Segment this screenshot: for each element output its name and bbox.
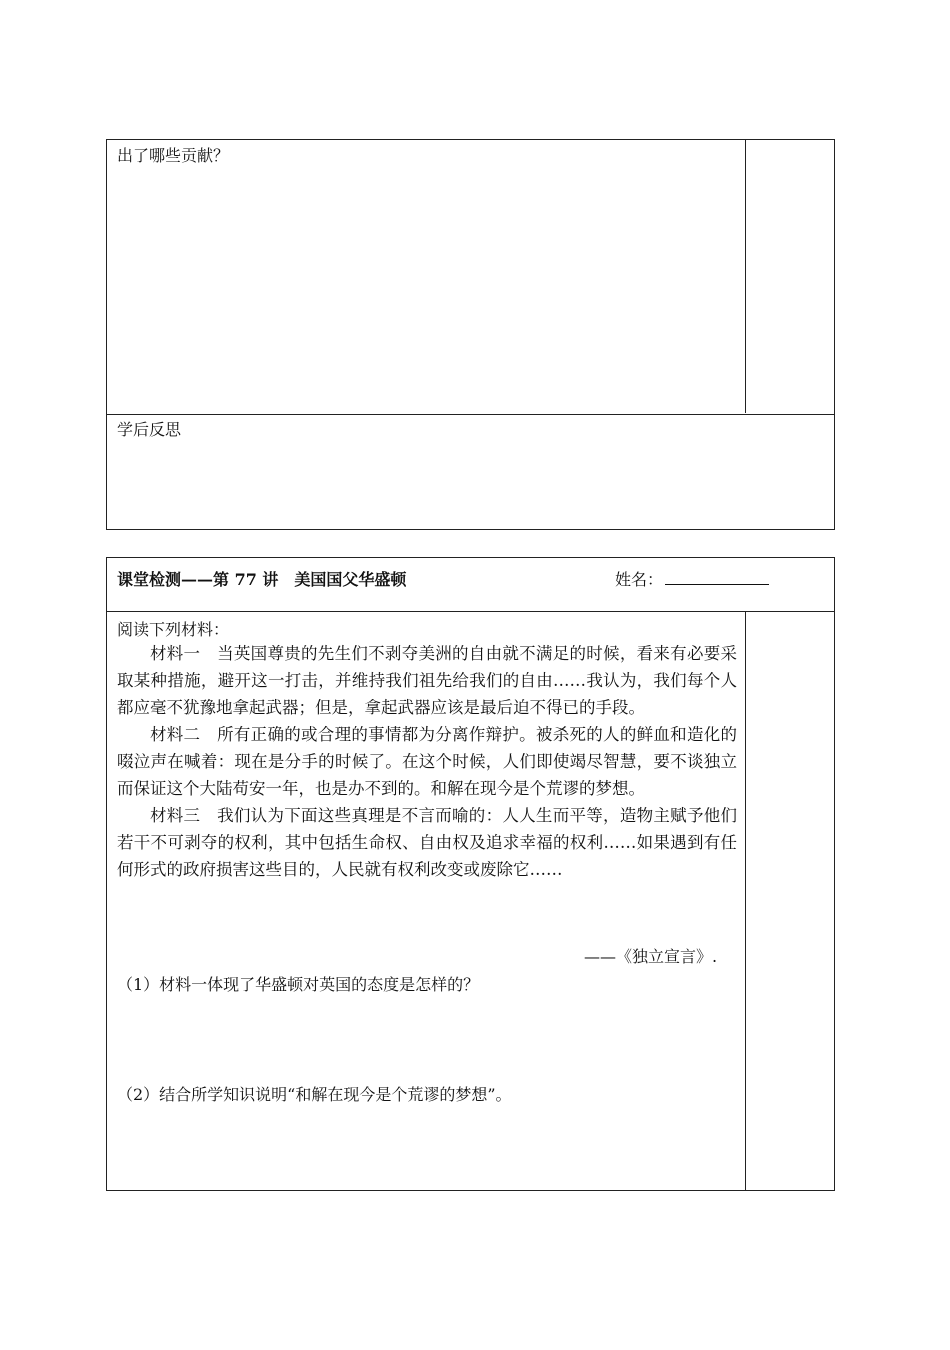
- question-2: （2）结合所学知识说明“和解在现今是个荒谬的梦想”。: [117, 1085, 512, 1104]
- top-table-divider: [745, 140, 746, 413]
- name-blank[interactable]: [665, 568, 769, 585]
- quiz-header-separator: [107, 611, 834, 612]
- top-table: [106, 139, 835, 530]
- question-1: （1）材料一体现了华盛顿对英国的态度是怎样的？: [117, 975, 480, 994]
- question-tail-text: 出了哪些贡献？: [117, 146, 230, 165]
- material-source: ——《独立宣言》.: [584, 947, 718, 966]
- material-1: 材料一 当英国尊贵的先生们不剥夺美洲的自由就不满足的时候，看来有必要采取某种措施，避开这一打击，并维持我们祖先给我们的自由……我认为，我们每个人都应毫不犹豫地拿起武器；但是，拿起武器应该是最后迫不得已的手段。: [117, 644, 737, 717]
- reading-instruction: 阅读下列材料：: [117, 620, 230, 639]
- material-3: 材料三 我们认为下面这些真理是不言而喻的：人人生而平等，造物主赋予他们若干不可剥夺的权利，其中包括生命权、自由权及追求幸福的权利……如果遇到有任何形式的政府损害这些目的，人民就有权利改变或废除它……: [117, 806, 737, 879]
- name-field: [615, 568, 769, 592]
- quiz-table: [106, 557, 835, 1191]
- quiz-title: 课堂检测——第 77 讲 美国国父华盛顿: [117, 570, 407, 589]
- materials-block: [117, 640, 737, 883]
- quiz-answer-column-divider: [745, 611, 746, 1190]
- material-2: 材料二 所有正确的或合理的事情都为分离作辩护。被杀死的人的鲜血和造化的啜泣声在喊着：现在是分手的时候了。在这个时候，人们即使竭尽智慧，要不谈独立而保证这个大陆苟安一年，也是办不到的。和解在现今是个荒谬的梦想。: [117, 725, 737, 798]
- reflection-label: 学后反思: [117, 420, 182, 439]
- top-table-row-separator: [107, 414, 834, 415]
- name-label: 姓名：: [615, 570, 664, 589]
